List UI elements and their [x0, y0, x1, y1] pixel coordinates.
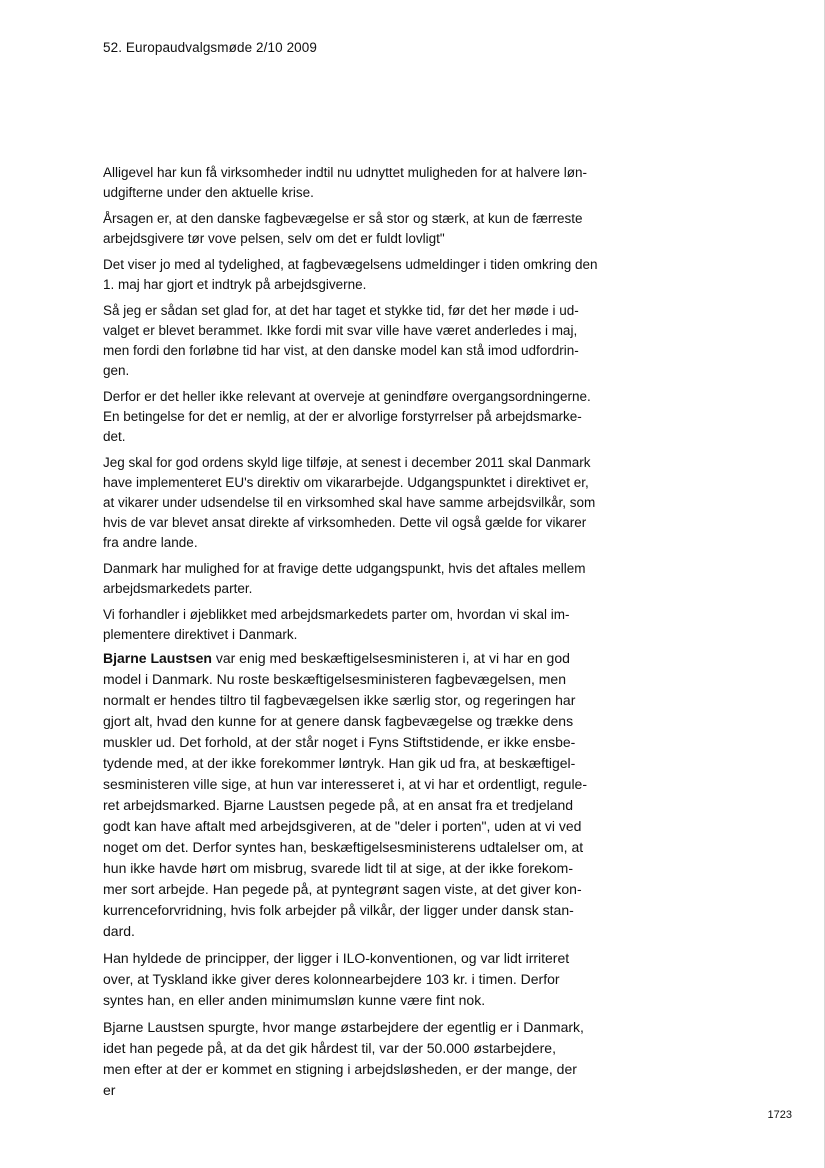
minister-statement-section [103, 163, 603, 651]
paragraph: Bjarne Laustsen spurgte, hvor mange østarbejdere der egentlig er i Danmark, idet han pegede på, at da det gik hårdest til, var der 50.000 østarbejdere, men efter at der er kommet en stigning i arbejdsløsheden, er der mange, der er [103, 1019, 584, 1098]
paragraph: Vi forhandler i øjeblikket med arbejdsmarkedets parter om, hvordan vi skal im-plementere direktivet i Danmark. [103, 607, 570, 642]
paragraph: Derfor er det heller ikke relevant at overveje at genindføre overgangsordningerne. En betingelse for det er nemlig, at der er alvorlige forstyrrelser på arbejdsmarke-det. [103, 389, 591, 444]
paragraph [103, 648, 587, 942]
paragraph: Årsagen er, at den danske fagbevægelse er så stor og stærk, at kun de færreste arbejdsgivere tør vove pelsen, selv om det er fuldt lovligt" [103, 211, 583, 246]
page-header: 52. Europaudvalgsmøde 2/10 2009 [103, 40, 317, 55]
paragraph: Så jeg er sådan set glad for, at det har taget et stykke tid, før det her møde i ud-valget er blevet berammet. Ikke fordi mit svar ville have været anderledes i maj, men fordi den forløbne tid har vist, at den danske model kan stå imod udfordrin-gen. [103, 303, 579, 378]
paragraph: Det viser jo med al tydelighed, at fagbevægelsens udmeldinger i tiden omkring den 1. maj har gjort et indtryk på arbejdsgiverne. [103, 257, 598, 292]
speaker-name: Bjarne Laustsen [103, 650, 212, 666]
paragraph-text: var enig med beskæftigelsesministeren i, at vi har en god model i Danmark. Nu roste beskæftigelsesministeren fagbevægelsen, men normalt er hendes tiltro til fagbevægelsen ikke særlig stor, og regeringen har gjort alt, hvad den kunne for at genere dansk fagbevægelse og trække dens muskler ud. Det forhold, at der står noget i Fyns Stiftstidende, er ikke ensbe-tydende med, at der ikke forekommer løntryk. Han gik ud fra, at beskæftigel-sesministeren ville sige, at hun var interesseret i, at vi har et ordentligt, regule-ret arbejdsmarked. Bjarne Laustsen pegede på, at en ansat fra et tredjeland godt kan have aftalt med arbejdsgiveren, at de "deler i porten", uden at vi ved noget om det. Derfor syntes han, beskæftigelsesministerens udtalelser om, at hun ikke havde hørt om misbrug, svarede lidt til at sige, at der ikke forekom-mer sort arbejde. Han pegede på, at pyntegrønt sagen viste, at det giver kon-kurrenceforvridning, hvis folk arbejder på vilkår, der ligger under dansk stan-dard. [103, 650, 588, 939]
laustsen-statement-section [103, 648, 587, 1107]
paragraph: Han hyldede de principper, der ligger i ILO-konventionen, og var lidt irriteret over, at Tyskland ikke giver deres kolonnearbejdere 103 kr. i timen. Derfor syntes han, en eller anden minimumsløn kunne være fint nok. [103, 950, 570, 1008]
paragraph: Alligevel har kun få virksomheder indtil nu udnyttet muligheden for at halvere løn-udgifterne under den aktuelle krise. [103, 165, 588, 200]
page-number: 1723 [767, 1109, 792, 1121]
paragraph: Danmark har mulighed for at fravige dette udgangspunkt, hvis det aftales mellem arbejdsmarkedets parter. [103, 561, 586, 596]
paragraph: Jeg skal for god ordens skyld lige tilføje, at senest i december 2011 skal Danmark have implementeret EU's direktiv om vikararbejde. Udgangspunktet i direktivet er, at vikarer under udsendelse til en virksomhed skal have samme arbejdsvilkår, som hvis de var blevet ansat direkte af virksomheden. Dette vil også gælde for vikarer fra andre lande. [103, 455, 596, 550]
